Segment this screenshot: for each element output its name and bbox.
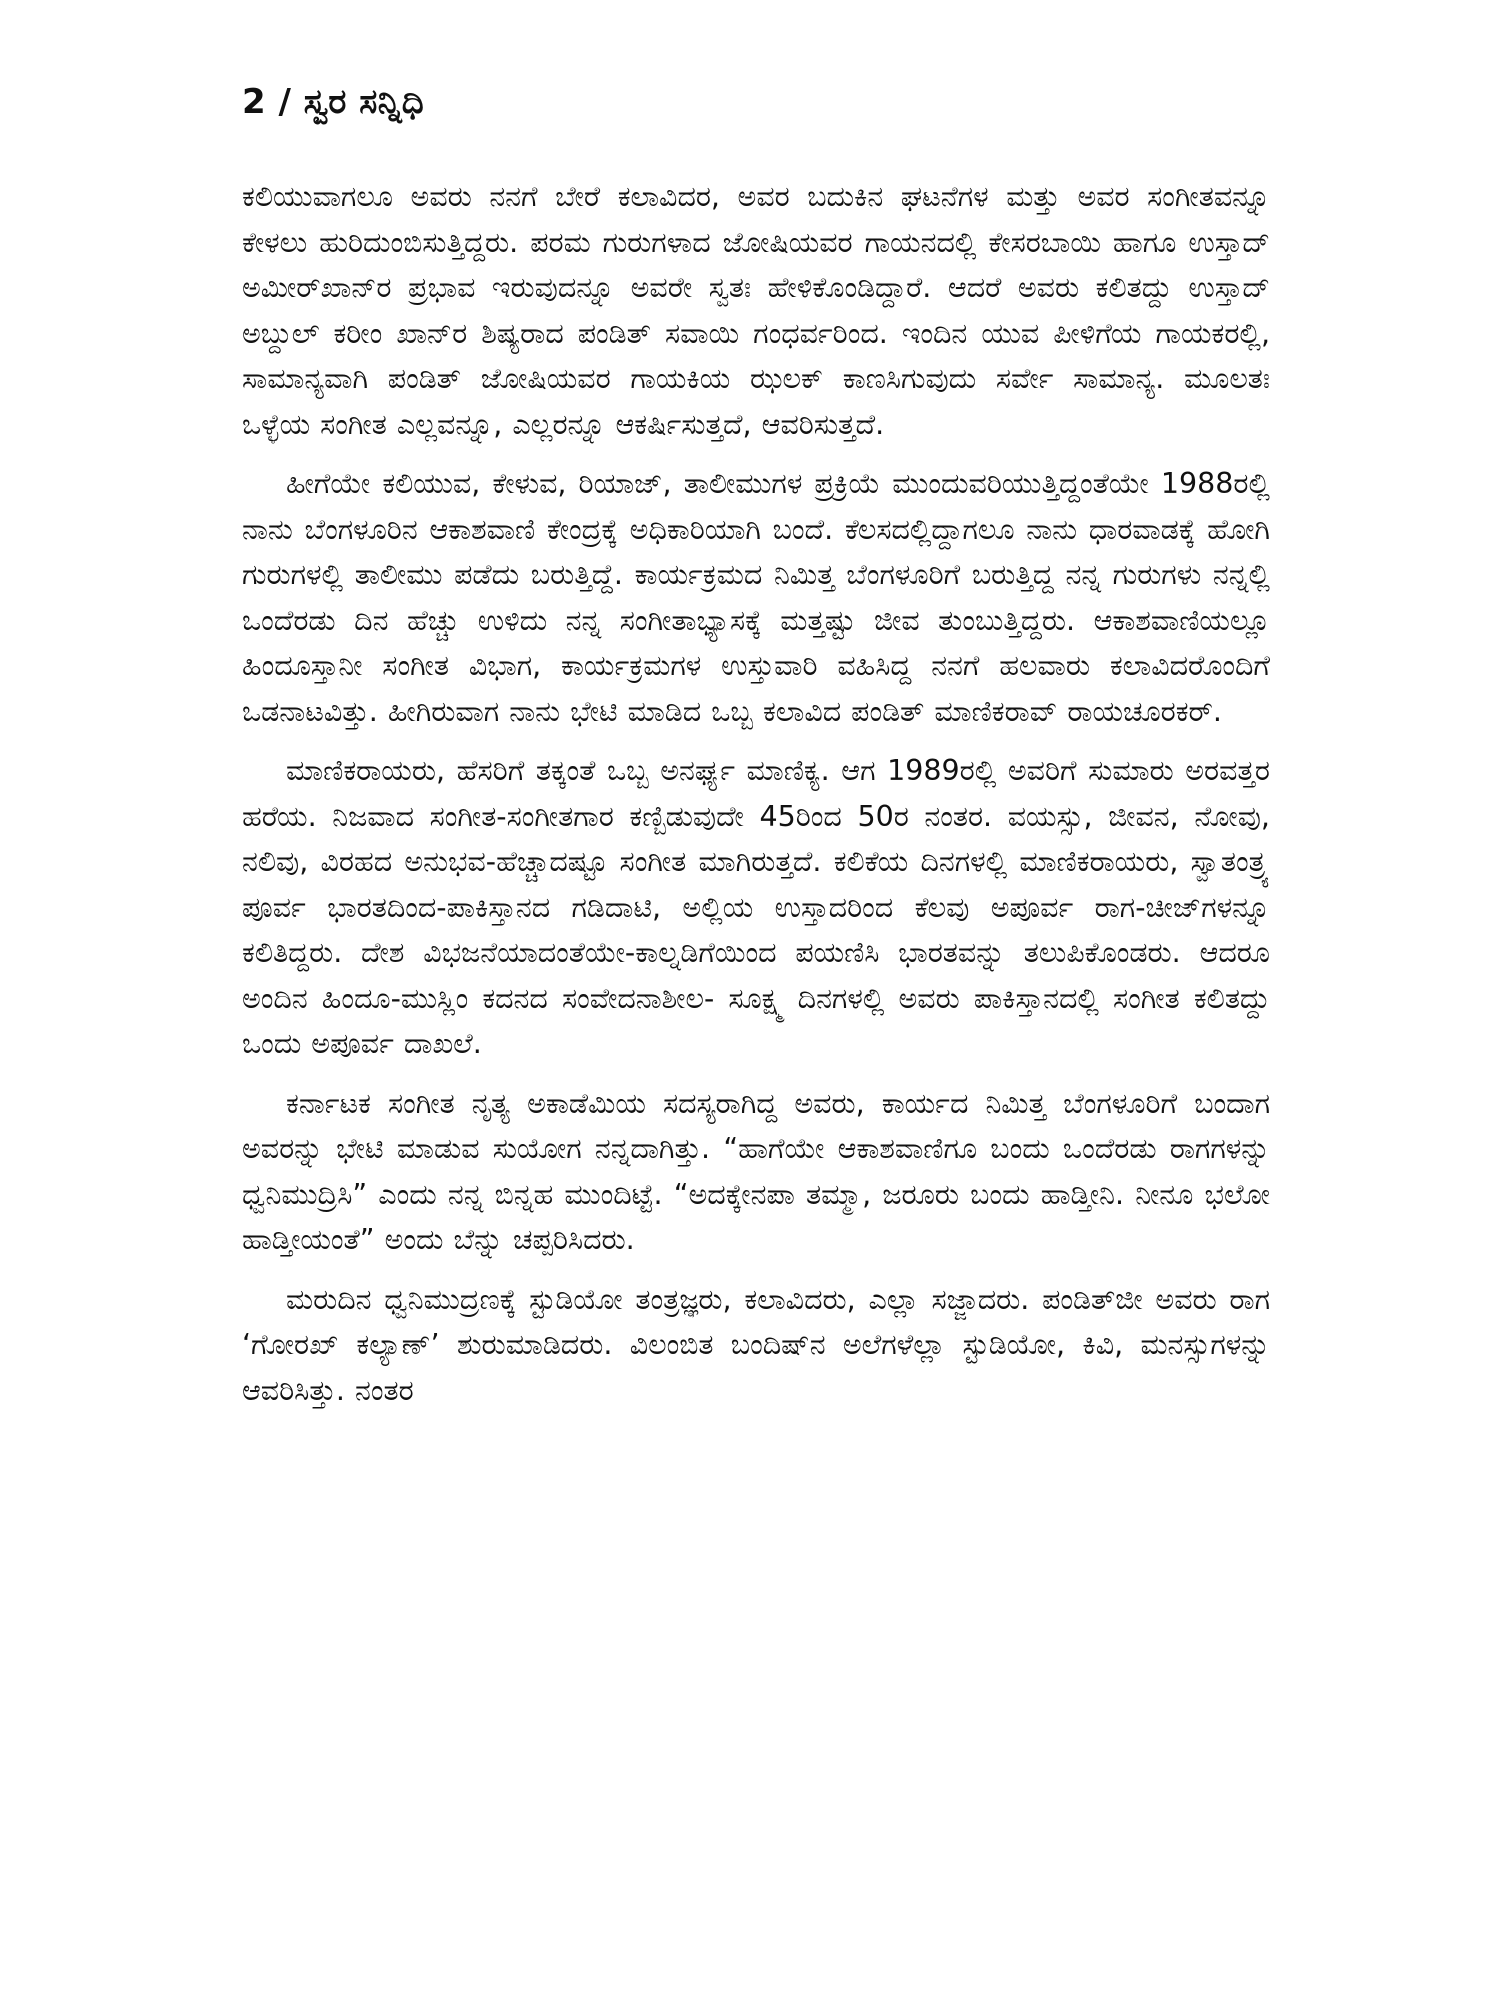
paragraph-3: ಮಾಣಿಕರಾಯರು, ಹೆಸರಿಗೆ ತಕ್ಕಂತೆ ಒಬ್ಬ ಅನರ್ಘ್ಯ ಮಾಣಿಕ್ಯ. ಆಗ 1989ರಲ್ಲಿ ಅವರಿಗೆ ಸುಮಾರು ಅರವತ್ತರ ಹರೆಯ. ನಿಜವಾದ ಸಂಗೀತ-ಸಂಗೀತಗಾರ ಕಣ್ಬಿಡುವುದೇ 45ರಿಂದ 50ರ ನಂತರ. ವಯಸ್ಸು, ಜೀವನ, ನೋವು, ನಲಿವು, ವಿರಹದ ಅನುಭವ-ಹೆಚ್ಚಾದಷ್ಟೂ ಸಂಗೀತ ಮಾಗಿರುತ್ತದೆ. ಕಲಿಕೆಯ ದಿನಗಳಲ್ಲಿ ಮಾಣಿಕರಾಯರು, ಸ್ವಾತಂತ್ರ್ಯ ಪೂರ್ವ ಭಾರತದಿಂದ-ಪಾಕಿಸ್ತಾನದ ಗಡಿದಾಟಿ, ಅಲ್ಲಿಯ ಉಸ್ತಾದರಿಂದ ಕೆಲವು ಅಪೂರ್ವ ರಾಗ-ಚೀಜ್‌ಗಳನ್ನೂ ಕಲಿತಿದ್ದರು. ದೇಶ ವಿಭಜನೆಯಾದಂತೆಯೇ-ಕಾಲ್ನಡಿಗೆಯಿಂದ ಪಯಣಿಸಿ ಭಾರತವನ್ನು ತಲುಪಿಕೊಂಡರು. ಆದರೂ ಅಂದಿನ ಹಿಂದೂ-ಮುಸ್ಲಿಂ ಕದನದ ಸಂವೇದನಾಶೀಲ- ಸೂಕ್ಷ್ಮ ದಿನಗಳಲ್ಲಿ ಅವರು ಪಾಕಿಸ್ತಾನದಲ್ಲಿ ಸಂಗೀತ ಕಲಿತದ್ದು ಒಂದು ಅಪೂರ್ವ ದಾಖಲೆ. bbox=[242, 754, 1270, 1060]
paragraph-1: ಕಲಿಯುವಾಗಲೂ ಅವರು ನನಗೆ ಬೇರೆ ಕಲಾವಿದರ, ಅವರ ಬದುಕಿನ ಘಟನೆಗಳ ಮತ್ತು ಅವರ ಸಂಗೀತವನ್ನೂ ಕೇಳಲು ಹುರಿದುಂಬಿಸುತ್ತಿದ್ದರು. ಪರಮ ಗುರುಗಳಾದ ಜೋಷಿಯವರ ಗಾಯನದಲ್ಲಿ ಕೇಸರಬಾಯಿ ಹಾಗೂ ಉಸ್ತಾದ್ ಅಮೀರ್‌ಖಾನ್‌ರ ಪ್ರಭಾವ ಇರುವುದನ್ನೂ ಅವರೇ ಸ್ವತಃ ಹೇಳಿಕೊಂಡಿದ್ದಾರೆ. ಆದರೆ ಅವರು ಕಲಿತದ್ದು ಉಸ್ತಾದ್ ಅಬ್ದುಲ್ ಕರೀಂ ಖಾನ್‌ರ ಶಿಷ್ಯರಾದ ಪಂಡಿತ್ ಸವಾಯಿ ಗಂಧರ್ವರಿಂದ. ಇಂದಿನ ಯುವ ಪೀಳಿಗೆಯ ಗಾಯಕರಲ್ಲಿ, ಸಾಮಾನ್ಯವಾಗಿ ಪಂಡಿತ್ ಜೋಷಿಯವರ ಗಾಯಕಿಯ ಝಲಕ್ ಕಾಣಸಿಗುವುದು ಸರ್ವೇ ಸಾಮಾನ್ಯ. ಮೂಲತಃ ಒಳ್ಳೆಯ ಸಂಗೀತ ಎಲ್ಲವನ್ನೂ, ಎಲ್ಲರನ್ನೂ ಆಕರ್ಷಿಸುತ್ತದೆ, ಆವರಿಸುತ್ತದೆ. bbox=[242, 180, 1270, 441]
body-text bbox=[242, 174, 1270, 1413]
paragraph-2: ಹೀಗೆಯೇ ಕಲಿಯುವ, ಕೇಳುವ, ರಿಯಾಜ್, ತಾಲೀಮುಗಳ ಪ್ರಕ್ರಿಯೆ ಮುಂದುವರಿಯುತ್ತಿದ್ದಂತೆಯೇ 1988ರಲ್ಲಿ ನಾನು ಬೆಂಗಳೂರಿನ ಆಕಾಶವಾಣಿ ಕೇಂದ್ರಕ್ಕೆ ಅಧಿಕಾರಿಯಾಗಿ ಬಂದೆ. ಕೆಲಸದಲ್ಲಿದ್ದಾಗಲೂ ನಾನು ಧಾರವಾಡಕ್ಕೆ ಹೋಗಿ ಗುರುಗಳಲ್ಲಿ ತಾಲೀಮು ಪಡೆದು ಬರುತ್ತಿದ್ದೆ. ಕಾರ್ಯಕ್ರಮದ ನಿಮಿತ್ತ ಬೆಂಗಳೂರಿಗೆ ಬರುತ್ತಿದ್ದ ನನ್ನ ಗುರುಗಳು ನನ್ನಲ್ಲಿ ಒಂದೆರಡು ದಿನ ಹೆಚ್ಚು ಉಳಿದು ನನ್ನ ಸಂಗೀತಾಭ್ಯಾಸಕ್ಕೆ ಮತ್ತಷ್ಟು ಜೀವ ತುಂಬುತ್ತಿದ್ದರು. ಆಕಾಶವಾಣಿಯಲ್ಲೂ ಹಿಂದೂಸ್ತಾನೀ ಸಂಗೀತ ವಿಭಾಗ, ಕಾರ್ಯಕ್ರಮಗಳ ಉಸ್ತುವಾರಿ ವಹಿಸಿದ್ದ ನನಗೆ ಹಲವಾರು ಕಲಾವಿದರೊಂದಿಗೆ ಒಡನಾಟವಿತ್ತು. ಹೀಗಿರುವಾಗ ನಾನು ಭೇಟಿ ಮಾಡಿದ ಒಬ್ಬ ಕಲಾವಿದ ಪಂಡಿತ್ ಮಾಣಿಕರಾವ್ ರಾಯಚೂರಕರ್. bbox=[242, 467, 1270, 728]
paragraph-5: ಮರುದಿನ ಧ್ವನಿಮುದ್ರಣಕ್ಕೆ ಸ್ಟುಡಿಯೋ ತಂತ್ರಜ್ಞರು, ಕಲಾವಿದರು, ಎಲ್ಲಾ ಸಜ್ಜಾದರು. ಪಂಡಿತ್‌ಜೀ ಅವರು ರಾಗ ‘ಗೋರಖ್ ಕಲ್ಯಾಣ್’ ಶುರುಮಾಡಿದರು. ವಿಲಂಬಿತ ಬಂದಿಷ್‌ನ ಅಲೆಗಳೆಲ್ಲಾ ಸ್ಟುಡಿಯೋ, ಕಿವಿ, ಮನಸ್ಸುಗಳನ್ನು ಆವರಿಸಿತ್ತು. ನಂತರ bbox=[242, 1282, 1270, 1407]
running-head: 2 / ಸ್ವರ ಸನ್ನಿಧಿ bbox=[242, 82, 425, 122]
paragraph-4: ಕರ್ನಾಟಕ ಸಂಗೀತ ನೃತ್ಯ ಅಕಾಡೆಮಿಯ ಸದಸ್ಯರಾಗಿದ್ದ ಅವರು, ಕಾರ್ಯದ ನಿಮಿತ್ತ ಬೆಂಗಳೂರಿಗೆ ಬಂದಾಗ ಅವರನ್ನು ಭೇಟಿ ಮಾಡುವ ಸುಯೋಗ ನನ್ನದಾಗಿತ್ತು. “ಹಾಗೆಯೇ ಆಕಾಶವಾಣಿಗೂ ಬಂದು ಒಂದೆರಡು ರಾಗಗಳನ್ನು ಧ್ವನಿಮುದ್ರಿಸಿ” ಎಂದು ನನ್ನ ಬಿನ್ನಹ ಮುಂದಿಟ್ಟೆ. “ಅದಕ್ಕೇನಪಾ ತಮ್ಮಾ, ಜರೂರು ಬಂದು ಹಾಡ್ತೀನಿ. ನೀನೂ ಭಲೋ ಹಾಡ್ತೀಯಂತೆ” ಅಂದು ಬೆನ್ನು ಚಪ್ಪರಿಸಿದರು. bbox=[242, 1086, 1270, 1256]
